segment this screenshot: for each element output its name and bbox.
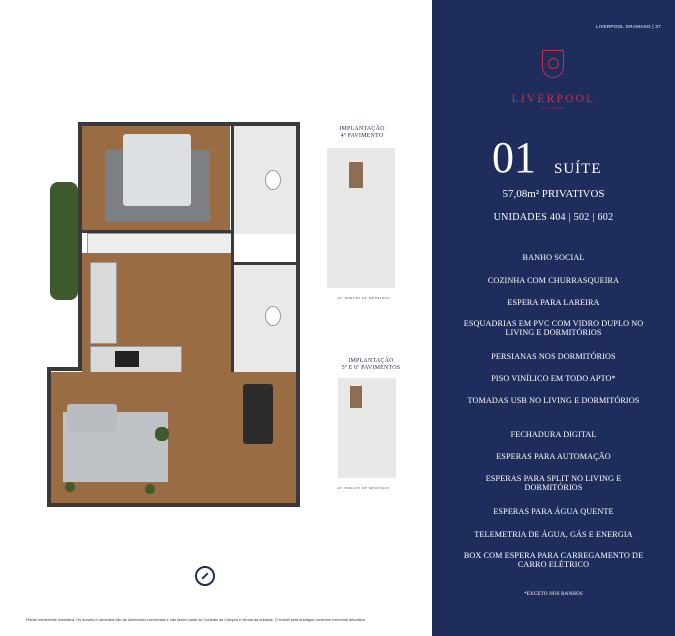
- info-panel: [432, 0, 675, 636]
- keyplan-unit-highlight-1: [349, 162, 363, 188]
- street-label-2: AV. BORGES DE MEDEIROS: [337, 486, 390, 490]
- feature-item: ESPERAS PARA AUTOMAÇÃO: [496, 452, 611, 461]
- feature-item: COZINHA COM CHURRASQUEIRA: [487, 276, 620, 285]
- feature-item: BANHO SOCIAL: [522, 253, 585, 262]
- crest-icon: [542, 50, 564, 78]
- keyplan-unit-highlight-2: [350, 386, 362, 408]
- keyplan-title-2: IMPLANTAÇÃO 5º E 6º PAVIMENTOS: [341, 358, 401, 371]
- unit-number: 01: [492, 133, 536, 182]
- page-header: LIVERPOOL GRAMADO | 37: [595, 24, 661, 29]
- keyplan-title-1: IMPLANTAÇÃO 4º PAVIMENTO: [339, 126, 385, 139]
- unit-type: SUÍTE: [554, 161, 602, 177]
- floor-plan: [45, 122, 305, 507]
- disclaimer: Planta meramente ilustrativa. Os móveis e utensílios são de dimensões comerciais e não fazem parte do Contrato de Compra e Venda da unidade. O imóvel será entregue conforme memorial descritivo.: [26, 618, 366, 622]
- feature-item: TOMADAS USB NO LIVING E DORMITÓRIOS: [467, 396, 640, 405]
- feature-item: PISO VINÍLICO EM TODO APTO*: [491, 374, 616, 383]
- feature-item: ESPERA PARA LAREIRA: [507, 298, 600, 307]
- feature-item: TELEMETRIA DE ÁGUA, GÁS E ENERGIA: [474, 530, 633, 539]
- brand-name: LIVERPOOL: [511, 93, 596, 105]
- footnote: *EXCETO NOS BANHOS: [524, 592, 583, 597]
- unit-list: UNIDADES 404 | 502 | 602: [493, 212, 614, 223]
- feature-item: ESQUADRIAS EM PVC COM VIDRO DUPLO NO LIVING E DORMITÓRIOS: [463, 319, 644, 338]
- feature-item: ESPERAS PARA SPLIT NO LIVING E DORMITÓRIOS: [485, 474, 622, 493]
- unit-area: 57,08m² PRIVATIVOS: [502, 188, 605, 200]
- street-label-1: AV. BORGES DE MEDEIROS: [337, 296, 390, 300]
- brand-sub: GRAMADO: [542, 106, 565, 110]
- feature-item: ESPERAS PARA ÁGUA QUENTE: [493, 507, 614, 516]
- garden-planter: [50, 182, 78, 300]
- feature-item: BOX COM ESPERA PARA CARREGAMENTO DE CARRO ELÉTRICO: [463, 551, 644, 570]
- feature-item: PERSIANAS NOS DORMITÓRIOS: [491, 352, 616, 361]
- feature-item: FECHADURA DIGITAL: [510, 430, 597, 439]
- keyplan-2: [338, 378, 396, 478]
- compass-icon: [195, 566, 215, 586]
